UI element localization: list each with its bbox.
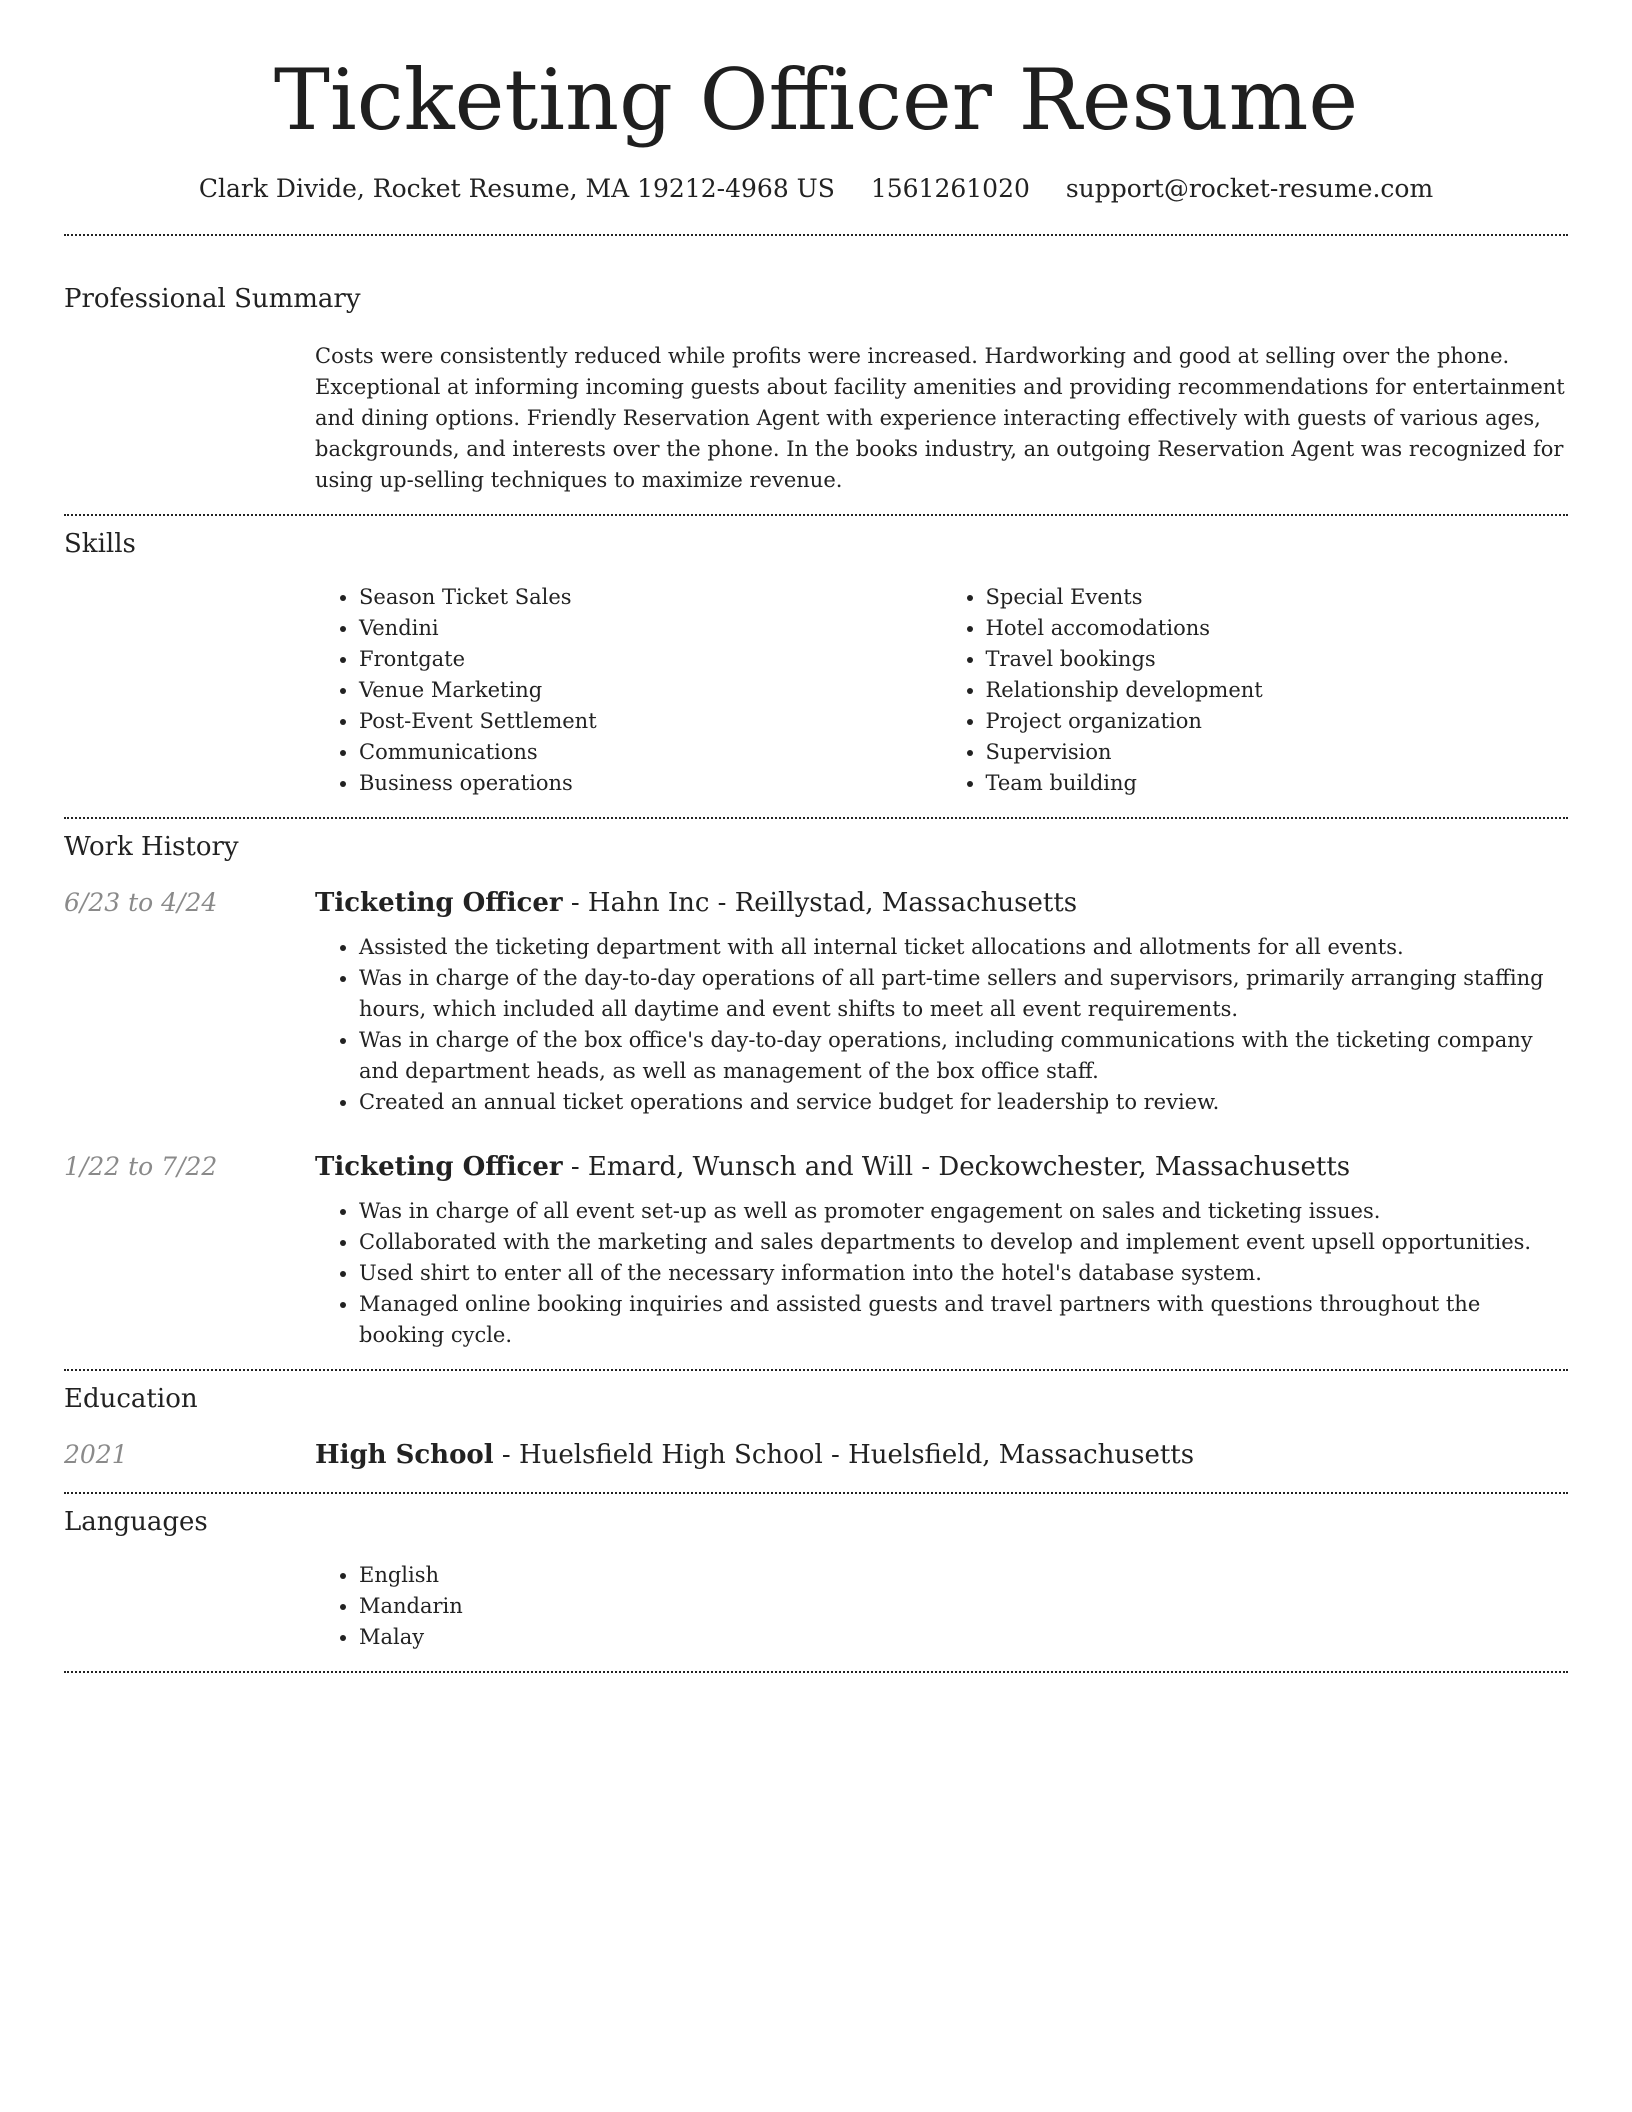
job-role: Ticketing Officer [315, 1152, 563, 1182]
job-bullet: • Assisted the ticketing department with all internal ticket allocations and allotments for all events. [359, 932, 1568, 963]
job-body [315, 886, 1568, 1118]
divider [64, 817, 1568, 819]
education-title [315, 1438, 1568, 1472]
job-entry [64, 1150, 1568, 1351]
contact-line [64, 172, 1568, 206]
summary-text: Costs were consistently reduced while profits were increased. Hardworking and good at selling over the phone. Exceptional at informing incoming guests about facility amenities and providing recommendations for entertainment and dining options. Friendly Reservation Agent with experience interacting effectively with guests of various ages, backgrounds, and interests over the phone. In the books industry, an outgoing Reservation Agent was recognized for using up-selling techniques to maximize revenue. [315, 344, 1565, 492]
divider [64, 1671, 1568, 1673]
job-company-location: - Emard, Wunsch and Will - Deckowchester, Massachusetts [562, 1152, 1351, 1182]
skill-item: • Hotel accomodations [986, 613, 1569, 644]
job-role: Ticketing Officer [315, 888, 563, 918]
skill-item: • Season Ticket Sales [359, 582, 942, 613]
divider [64, 514, 1568, 516]
divider [64, 1369, 1568, 1371]
education-heading: Education [64, 1384, 198, 1414]
resume-page [64, 0, 1568, 1673]
skill-item: • Communications [359, 737, 942, 768]
education-body [315, 1438, 1568, 1472]
skills-heading: Skills [64, 529, 136, 559]
skill-item: • Business operations [359, 768, 942, 799]
skill-item: • Frontgate [359, 644, 942, 675]
education-degree: High School [315, 1440, 494, 1470]
skills-list [315, 582, 1568, 799]
languages-heading: Languages [64, 1507, 208, 1537]
job-bullets [315, 932, 1568, 1118]
skill-item: • Supervision [986, 737, 1569, 768]
skill-item: • Special Events [986, 582, 1569, 613]
summary-heading: Professional Summary [64, 284, 361, 314]
skill-item: • Project organization [986, 706, 1569, 737]
skill-item: • Relationship development [986, 675, 1569, 706]
skills-column-right [942, 582, 1569, 799]
contact-phone: 1561261020 [870, 174, 1030, 203]
job-bullet: • Created an annual ticket operations and service budget for leadership to review. [359, 1087, 1568, 1118]
job-bullet: • Was in charge of the box office's day-to-day operations, including communications with the ticketing company and department heads, as well as management of the box office staff. [359, 1025, 1568, 1087]
skill-item: • Travel bookings [986, 644, 1569, 675]
job-bullet: • Was in charge of all event set-up as well as promoter engagement on sales and ticketing issues. [359, 1196, 1568, 1227]
divider [64, 1492, 1568, 1494]
skill-item: • Venue Marketing [359, 675, 942, 706]
education-school: - Huelsfield High School - Huelsfield, Massachusetts [493, 1440, 1195, 1470]
job-title [315, 1150, 1568, 1184]
job-title [315, 886, 1568, 920]
skill-item: • Post-Event Settlement [359, 706, 942, 737]
job-bullet: • Collaborated with the marketing and sales departments to develop and implement event upsell opportunities. [359, 1227, 1568, 1258]
education-entry [64, 1438, 1568, 1472]
skill-item: • Vendini [359, 613, 942, 644]
skills-column-left [315, 582, 942, 799]
job-bullet: • Managed online booking inquiries and assisted guests and travel partners with questions throughout the booking cycle. [359, 1289, 1568, 1351]
resume-title: Ticketing Officer Resume [273, 51, 1359, 149]
language-item: • Mandarin [359, 1591, 1568, 1622]
languages-list [315, 1560, 1568, 1653]
language-item: • English [359, 1560, 1568, 1591]
language-item: • Malay [359, 1622, 1568, 1653]
job-bullet: • Used shirt to enter all of the necessary information into the hotel's database system. [359, 1258, 1568, 1289]
divider [64, 234, 1568, 236]
job-body [315, 1150, 1568, 1351]
job-dates: 6/23 to 4/24 [64, 888, 218, 917]
skill-item: • Team building [986, 768, 1569, 799]
job-bullets [315, 1196, 1568, 1351]
work-heading: Work History [64, 832, 239, 862]
job-bullet: • Was in charge of the day-to-day operations of all part-time sellers and supervisors, primarily arranging staffing hours, which included all daytime and event shifts to meet all event requirements. [359, 963, 1568, 1025]
job-dates: 1/22 to 7/22 [64, 1152, 218, 1181]
education-year: 2021 [64, 1440, 128, 1469]
job-entry [64, 886, 1568, 1118]
contact-email: support@rocket-resume.com [1065, 174, 1434, 203]
job-company-location: - Hahn Inc - Reillystad, Massachusetts [562, 888, 1078, 918]
contact-address: Clark Divide, Rocket Resume, MA 19212-4968 US [198, 174, 835, 203]
